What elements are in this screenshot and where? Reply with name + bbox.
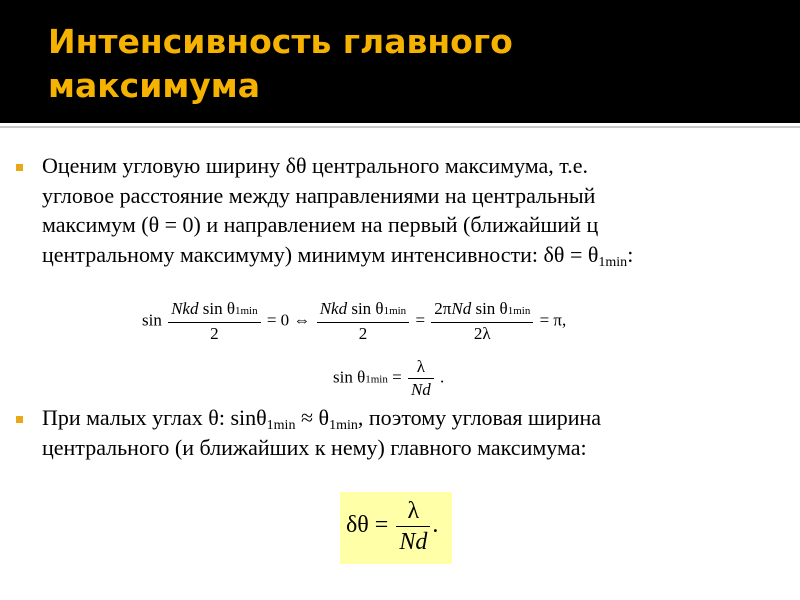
paragraph-1 [42,151,787,269]
divider [0,126,800,128]
result-formula: δθ = $\frac{\lambda}{Nd}$ . [346,498,439,555]
bullet-icon [16,416,23,423]
equation-1: sin $\frac{\text{Nkd sin θ1min}}{2}$ = 0 ⇔ $\frac{\text{Nkd sin θ1min}}{2}$ = $\frac{\text{2πNd sin θ1min}}{2\lambda}$ = π, [142,299,567,343]
title-line-1: Интенсивность главного [48,22,513,61]
bullet-icon [16,164,23,171]
para1-line-1: Оценим угловую ширину δθ центрального максимума, т.е. [42,153,589,178]
slide-title [48,20,513,108]
para2-line-1: При малых углах θ: $\sin\theta_{1min} \approx \theta_{1min}$, поэтому угловая ширина [42,405,602,433]
para2-line-2: центрального (и ближайших к нему) главного максимума: [42,434,587,460]
para1-line-2: угловое расстояние между направлениями на центральный [42,182,596,208]
para1-line-3: максимум (θ = 0) и направлением на первый (ближайший ц [42,212,599,237]
equation-2: sin θ1min = $\frac{\lambda}{Nd}$ . [333,357,445,399]
para1-line-4: центральному максимуму) минимум интенсивности: $\delta\theta = \theta_{1min}$: [42,241,634,270]
paragraph-2 [42,403,787,462]
title-line-2: максимума [48,66,261,105]
